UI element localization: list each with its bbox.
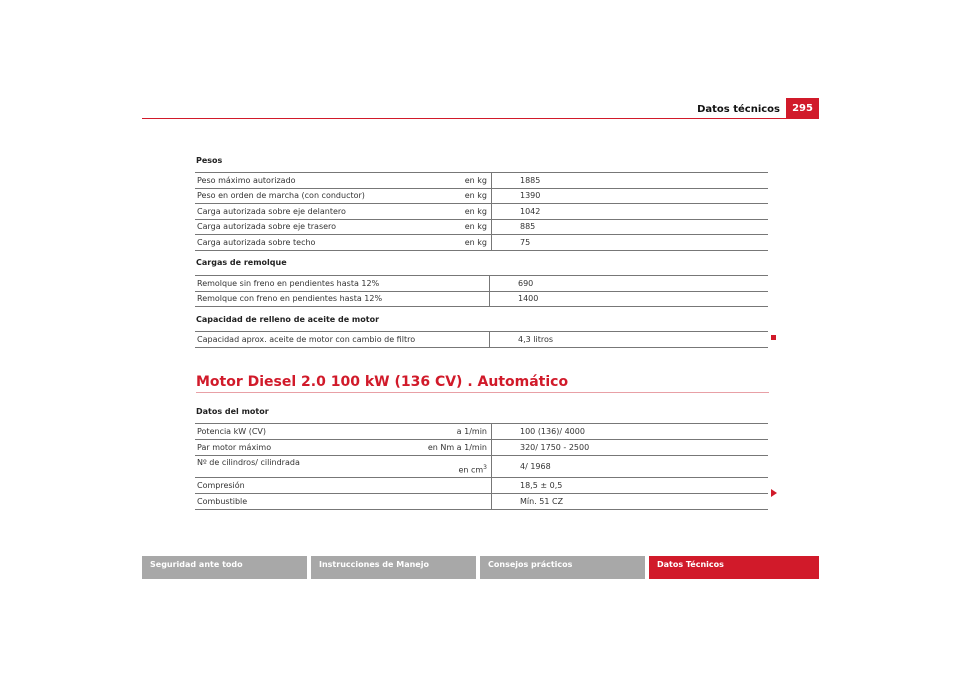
- row-label: Compresión: [195, 478, 419, 494]
- row-value: 885: [492, 219, 769, 235]
- row-unit-superscript: 3: [483, 464, 487, 472]
- row-value: 1042: [492, 204, 769, 220]
- row-unit: en kg: [419, 204, 492, 220]
- engine-heading-rule: [196, 392, 769, 393]
- table-row: [195, 424, 768, 440]
- row-unit: [419, 478, 492, 494]
- row-label: Remolque sin freno en pendientes hasta 12%: [195, 276, 490, 292]
- table-row: [195, 204, 768, 220]
- row-unit: en kg: [419, 173, 492, 189]
- footer-tab-instrucciones[interactable]: Instrucciones de Manejo: [311, 556, 476, 579]
- pesos-section-title: Pesos: [196, 156, 223, 165]
- row-value: 100 (136)/ 4000: [492, 424, 769, 440]
- row-unit: [419, 456, 492, 478]
- row-value: 4,3 litros: [490, 332, 769, 348]
- pesos-table: [195, 172, 768, 251]
- row-unit: [419, 494, 492, 510]
- footer-tab-datos-tecnicos[interactable]: Datos Técnicos: [649, 556, 819, 579]
- remolque-section-title: Cargas de remolque: [196, 258, 287, 267]
- table-row: [195, 332, 768, 348]
- row-value: 1885: [492, 173, 769, 189]
- page-header-title: Datos técnicos: [697, 104, 780, 115]
- row-unit-text: en cm: [458, 466, 484, 475]
- row-unit: en kg: [419, 219, 492, 235]
- table-row: [195, 219, 768, 235]
- table-row: [195, 235, 768, 251]
- row-value: 1400: [490, 291, 769, 307]
- aceite-section-title: Capacidad de relleno de aceite de motor: [196, 315, 380, 324]
- table-row: [195, 291, 768, 307]
- row-unit: a 1/min: [419, 424, 492, 440]
- table-row: [195, 456, 768, 478]
- footer-tab-consejos[interactable]: Consejos prácticos: [480, 556, 645, 579]
- row-unit: en kg: [419, 235, 492, 251]
- table-row: [195, 276, 768, 292]
- row-value: 18,5 ± 0,5: [492, 478, 769, 494]
- section-end-square-icon: [771, 335, 776, 340]
- table-row: [195, 494, 768, 510]
- row-label: Carga autorizada sobre techo: [195, 235, 419, 251]
- row-value: Mín. 51 CZ: [492, 494, 769, 510]
- row-label: Carga autorizada sobre eje trasero: [195, 219, 419, 235]
- footer-tab-seguridad[interactable]: Seguridad ante todo: [142, 556, 307, 579]
- engine-table: [195, 423, 768, 510]
- row-unit: en Nm a 1/min: [419, 440, 492, 456]
- engine-subtitle: Datos del motor: [196, 407, 269, 416]
- row-label: Carga autorizada sobre eje delantero: [195, 204, 419, 220]
- row-value: 690: [490, 276, 769, 292]
- row-label: Par motor máximo: [195, 440, 419, 456]
- row-label: Nº de cilindros/ cilindrada: [195, 456, 419, 478]
- row-label: Peso en orden de marcha (con conductor): [195, 188, 419, 204]
- aceite-table: [195, 331, 768, 348]
- row-value: 320/ 1750 - 2500: [492, 440, 769, 456]
- table-row: [195, 478, 768, 494]
- row-value: 1390: [492, 188, 769, 204]
- row-value: 4/ 1968: [492, 456, 769, 478]
- row-label: Combustible: [195, 494, 419, 510]
- continue-arrow-icon: [771, 489, 777, 497]
- header-divider: [142, 118, 819, 119]
- table-row: [195, 188, 768, 204]
- engine-heading: Motor Diesel 2.0 100 kW (136 CV) . Automático: [196, 374, 569, 390]
- table-row: [195, 173, 768, 189]
- row-label: Remolque con freno en pendientes hasta 12%: [195, 291, 490, 307]
- page-number-badge: 295: [786, 98, 819, 118]
- row-label: Potencia kW (CV): [195, 424, 419, 440]
- row-unit: en kg: [419, 188, 492, 204]
- row-label: Capacidad aprox. aceite de motor con cambio de filtro: [195, 332, 490, 348]
- row-value: 75: [492, 235, 769, 251]
- remolque-table: [195, 275, 768, 307]
- row-label: Peso máximo autorizado: [195, 173, 419, 189]
- table-row: [195, 440, 768, 456]
